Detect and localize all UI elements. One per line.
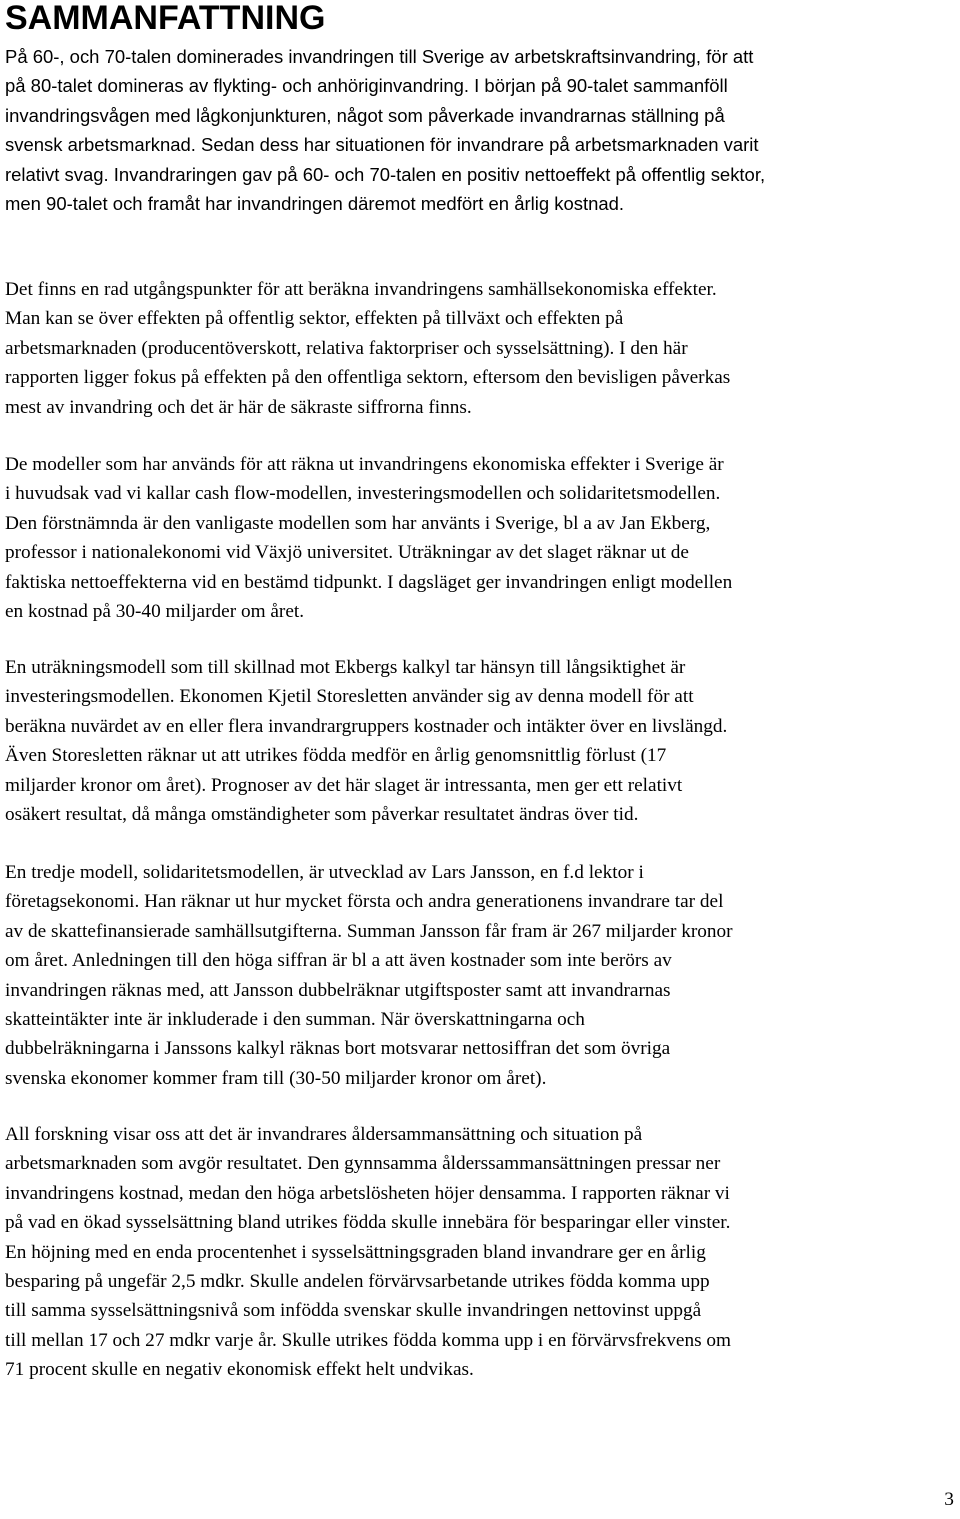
text-line: osäkert resultat, då många omständigheter som påverkar resultatet ändras över tid. xyxy=(5,804,639,826)
text-line: faktiska nettoeffekterna vid en bestämd tidpunkt. I dagsläget ger invandringen enligt modellen xyxy=(5,571,733,593)
text-line: En tredje modell, solidaritetsmodellen, är utvecklad av Lars Jansson, en f.d lektor i xyxy=(5,862,644,883)
text-line: företagsekonomi. Han räknar ut hur mycket första och andra generationens invandrare tar del xyxy=(5,891,724,913)
text-line: en kostnad på 30-40 miljarder om året. xyxy=(5,601,305,623)
paragraph-6 xyxy=(5,1120,960,1385)
paragraph-1 xyxy=(5,42,960,218)
text-line: beräkna nuvärdet av en eller flera invandrargruppers kostnader och intäkter över en livslängd. xyxy=(5,715,728,737)
text-line: skatteintäkter inte är inkluderade i den summan. När överskattningarna och xyxy=(5,1009,585,1031)
text-line: invandringsvågen med lågkonjunkturen, något som påverkade invandrarnas ställning på xyxy=(5,104,725,126)
text-line: relativt svag. Invandraringen gav på 60- och 70-talen en positiv nettoeffekt på offentlig sektor, xyxy=(5,163,766,185)
text-line: på 80-talet domineras av flykting- och anhöriginvandring. I början på 90-talet sammanföll xyxy=(5,75,728,97)
text-line: Även Storesletten räknar ut att utrikes födda medför en årlig genomsnittlig förlust (17 xyxy=(5,745,667,767)
text-line: dubbelräkningarna i Janssons kalkyl räknas bort motsvarar nettosiffran det som övriga xyxy=(5,1038,671,1060)
paragraph-4 xyxy=(5,653,960,829)
page-number: 3 xyxy=(944,1489,954,1510)
text-line: Man kan se över effekten på offentlig sektor, effekten på tillväxt och effekten på xyxy=(5,308,624,330)
text-line: De modeller som har används för att räkna ut invandringens ekonomiska effekter i Sverige är xyxy=(5,454,724,475)
text-line: svensk arbetsmarknad. Sedan dess har situationen för invandrare på arbetsmarknaden varit xyxy=(5,134,759,156)
text-line: mest av invandring och det är här de säkraste siffrorna finns. xyxy=(5,396,472,418)
text-line: Den förstnämnda är den vanligaste modellen som har använts i Sverige, bl a av Jan Ekberg, xyxy=(5,512,711,534)
text-line: professor i nationalekonomi vid Växjö universitet. Uträkningar av det slaget räknar ut de xyxy=(5,542,689,564)
text-line: men 90-talet och framåt har invandringen däremot medfört en årlig kostnad. xyxy=(5,193,625,215)
text-line: om året. Anledningen till den höga siffran är bl a att även kostnader som inte berörs av xyxy=(5,950,672,972)
text-line: invandringens kostnad, medan den höga arbetslösheten höjer densamma. I rapporten räknar vi xyxy=(5,1182,730,1204)
text-line: 71 procent skulle en negativ ekonomisk effekt helt undvikas. xyxy=(5,1359,474,1381)
text-line: svenska ekonomer kommer fram till (30-50 miljarder kronor om året). xyxy=(5,1067,547,1089)
text-line: arbetsmarknaden som avgör resultatet. Den gynnsamma ålderssammansättningen pressar ner xyxy=(5,1153,721,1175)
text-line: rapporten ligger fokus på effekten på den offentliga sektorn, eftersom den bevisligen påverkas xyxy=(5,367,731,389)
paragraph-5 xyxy=(5,858,960,1093)
text-line: Det finns en rad utgångspunkter för att beräkna invandringens samhällsekonomiska effekter. xyxy=(5,279,717,300)
text-line: i huvudsak vad vi kallar cash flow-modellen, investeringsmodellen och solidaritetsmodellen. xyxy=(5,483,721,505)
text-line: arbetsmarknaden (producentöverskott, relativa faktorpriser och sysselsättning). I den här xyxy=(5,337,688,359)
text-line: av de skattefinansierade samhällsutgifterna. Summan Jansson får fram är 267 miljarder kronor xyxy=(5,920,733,942)
text-line: miljarder kronor om året). Prognoser av det här slaget är intressanta, men ger ett relativt xyxy=(5,774,683,796)
text-line: till mellan 17 och 27 mdkr varje år. Skulle utrikes födda komma upp i en förvärvsfrekvens om xyxy=(5,1329,732,1351)
text-line: All forskning visar oss att det är invandrares åldersammansättning och situation på xyxy=(5,1124,643,1145)
text-line: invandringen räknas med, att Jansson dubbelräknar utgiftsposter samt att invandrarnas xyxy=(5,979,671,1001)
text-line: investeringsmodellen. Ekonomen Kjetil Storesletten använder sig av denna modell för att xyxy=(5,686,694,708)
text-line: på vad en ökad sysselsättning bland utrikes födda skulle innebära för besparingar eller vinster. xyxy=(5,1212,731,1234)
text-line: En höjning med en enda procentenhet i sysselsättningsgraden bland invandrare ger en årlig xyxy=(5,1241,706,1263)
text-line: På 60-, och 70-talen dominerades invandringen till Sverige av arbetskraftsinvandring, för att xyxy=(5,46,754,67)
paragraph-2 xyxy=(5,275,960,422)
page-title: SAMMANFATTNING xyxy=(5,0,326,37)
text-line: besparing på ungefär 2,5 mdkr. Skulle andelen förvärvsarbetande utrikes födda komma upp xyxy=(5,1271,710,1293)
text-line: En uträkningsmodell som till skillnad mot Ekbergs kalkyl tar hänsyn till långsiktighet är xyxy=(5,657,686,678)
paragraph-3 xyxy=(5,450,960,626)
text-line: till samma sysselsättningsnivå som infödda svenskar skulle invandringen nettovinst uppgå xyxy=(5,1300,702,1322)
